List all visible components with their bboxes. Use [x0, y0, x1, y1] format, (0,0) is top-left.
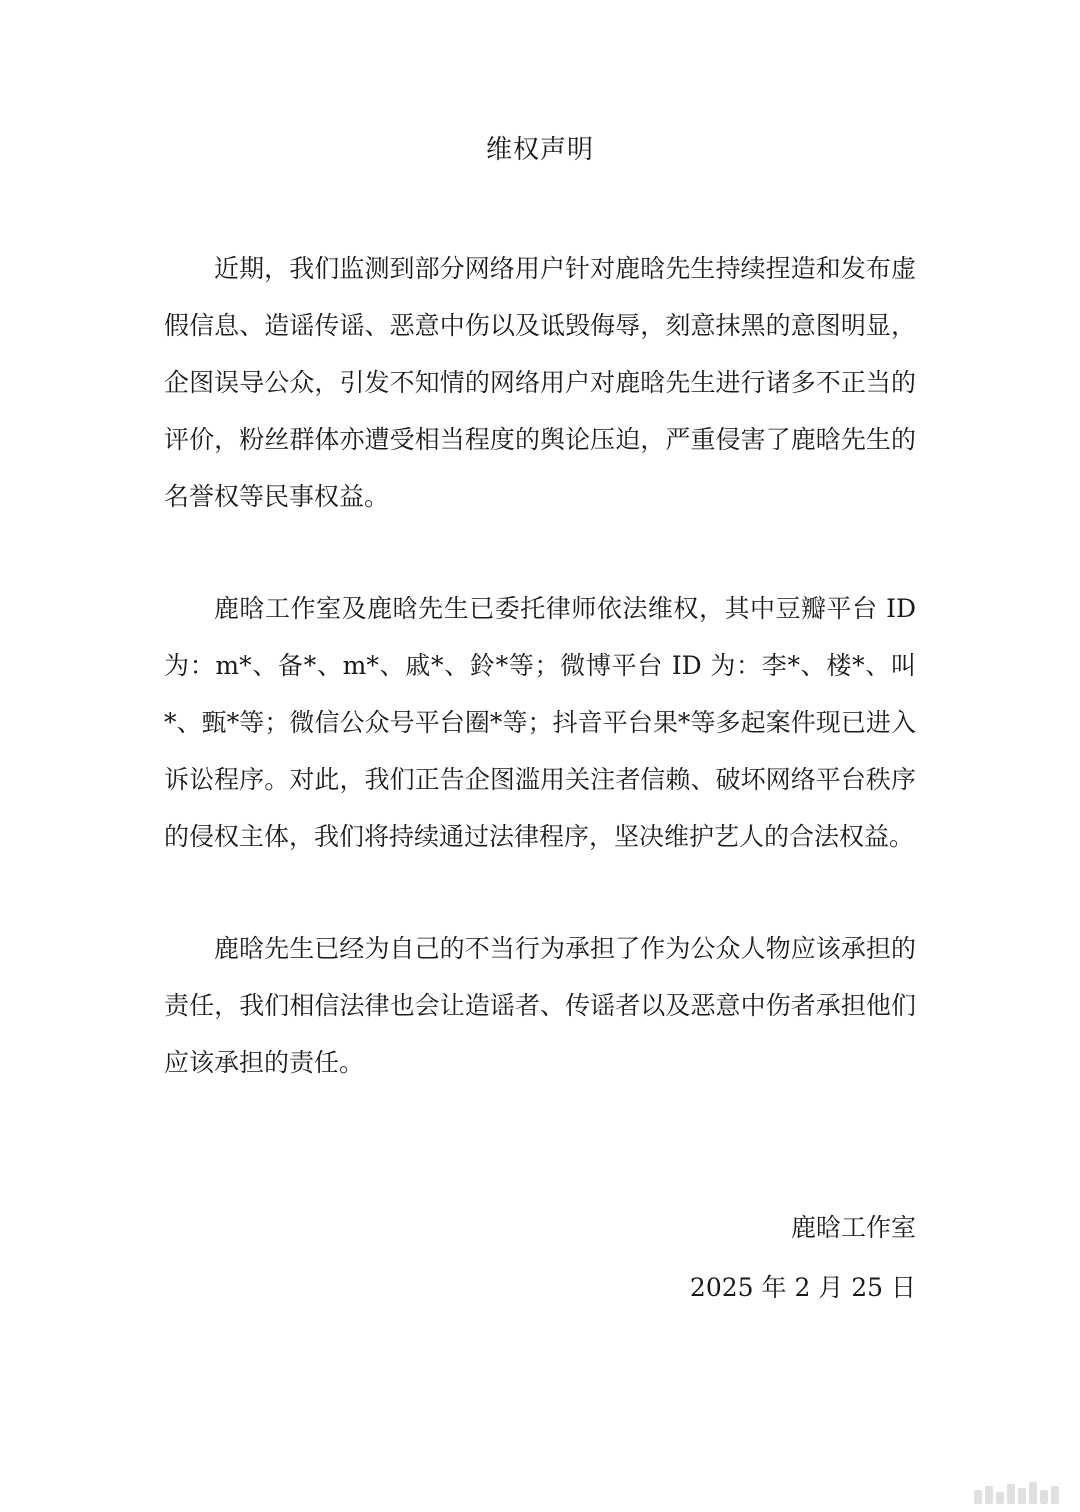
paragraph-2: 鹿晗工作室及鹿晗先生已委托律师依法维权，其中豆瓣平台 ID 为：m*、备*、m*、戚*、鈴*等；微博平台 ID 为：李*、楼*、叫*、甄*等；微信公众号平台圈*等；抖音平台果*等多起案件现已进入诉讼程序。对此，我们正告企图滥用关注者信赖、破坏网络平台秩序的侵权主体，我们将持续通过法律程序，坚决维护艺人的合法权益。: [164, 594, 916, 851]
watermark-icon: [974, 1482, 1070, 1504]
document-title: 维权声明: [485, 135, 594, 165]
signature-organization: 鹿晗工作室: [790, 1213, 916, 1242]
signature-date: 2025 年 2 月 25 日: [689, 1273, 916, 1302]
paragraph-3: 鹿晗先生已经为自己的不当行为承担了作为公众人物应该承担的责任，我们相信法律也会让造谣者、传谣者以及恶意中伤者承担他们应该承担的责任。: [164, 934, 916, 1077]
paragraph-1: 近期，我们监测到部分网络用户针对鹿晗先生持续捏造和发布虚假信息、造谣传谣、恶意中伤以及诋毁侮辱，刻意抹黑的意图明显，企图误导公众，引发不知情的网络用户对鹿晗先生进行诸多不正当的评价，粉丝群体亦遭受相当程度的舆论压迫，严重侵害了鹿晗先生的名誉权等民事权益。: [164, 254, 916, 511]
